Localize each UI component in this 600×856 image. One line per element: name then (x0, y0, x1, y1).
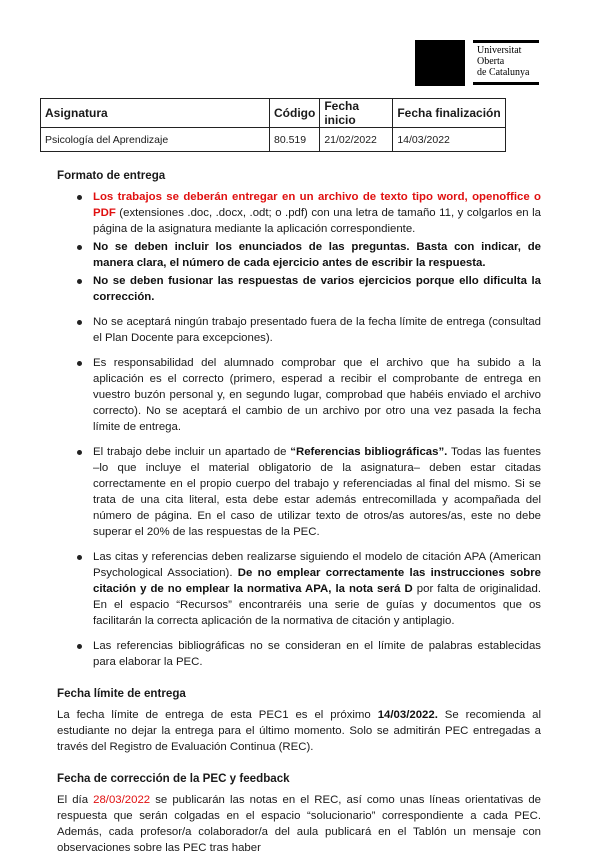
bullet-icon (77, 555, 82, 560)
bullet-icon (77, 320, 82, 325)
emphasis-text: Los trabajos se deberán entregar en un archivo de texto tipo word, openoffice o PDF (93, 191, 541, 219)
cell-asignatura: Psicología del Aprendizaje (41, 128, 270, 152)
bullet-list (57, 189, 541, 670)
emphasis-text: 28/03/2022 (93, 794, 151, 806)
bullet-icon (77, 450, 82, 455)
bullet-item (93, 355, 541, 435)
heading-formato: Formato de entrega (57, 169, 166, 182)
body-text: Es responsabilidad del alumnado comprobar que el archivo que ha subido a la aplicación es el correcto (primero, esperad a recibir el comprobante de entrega en vuestro buzón personal y, en segundo lugar, comprobad que habéis enviado el archivo correcto). No se aceptará el cambio de un archivo por otro una vez pasada la fecha límite de entrega. (93, 357, 541, 433)
bullet-icon (77, 245, 82, 250)
cell-fecha-finalizacion: 14/03/2022 (393, 128, 506, 152)
table-header-row (41, 99, 506, 128)
body-text: (extensiones .doc, .docx, .odt; o .pdf) con una letra de tamaño 11, y colgarlos en la página de la asignatura mediante la aplicación correspondiente. (93, 207, 541, 235)
emphasis-text: De no emplear correctamente las instrucciones sobre citación y de no emplear la normativa APA, la nota será D (93, 567, 541, 595)
logo-line-1: Universitat (477, 45, 522, 56)
header-fecha-inicio: Fecha inicio (320, 99, 393, 128)
body-text: Todas las fuentes –lo que incluye el material obligatorio de la asignatura– deben estar citadas correctamente en el propio cuerpo del trabajo y referenciadas al final del mismo. Si se trata de una cita literal, esta debe estar además entrecomillada y acompañada del número de página. En el caso de utilizar texto de otros/as autores/as, este no debe superar el 20% de las respuestas de la PEC. (93, 446, 541, 538)
header-codigo: Código (270, 99, 320, 128)
bullet-item (93, 638, 541, 670)
bullet-icon (77, 195, 82, 200)
bullet-item (93, 189, 541, 237)
emphasis-text: “Referencias bibliográficas”. (290, 446, 448, 458)
bullet-item (93, 314, 541, 346)
heading-fecha-limite: Fecha límite de entrega (57, 687, 186, 700)
bullet-icon (77, 361, 82, 366)
body-text: No se aceptará ningún trabajo presentado fuera de la fecha límite de entrega (consultad el Plan Docente para excepciones). (93, 316, 541, 344)
bullet-item (93, 273, 541, 305)
header-asignatura: Asignatura (41, 99, 270, 128)
body-text: se publicarán las notas en el REC, así como unas líneas orientativas de respuesta que serán colgadas en el espacio “solucionario” correspondiente a cada PEC. Además, cada profesor/a colaborador/a del aula publicará en el Tablón un mensaje con observaciones sobre las PEC tras haber (57, 794, 541, 854)
emphasis-text: No se deben incluir los enunciados de las preguntas. Basta con indicar, de manera clara, el número de cada ejercicio antes de escribir la respuesta. (93, 241, 541, 269)
course-info-table (40, 98, 506, 152)
uoc-logo (415, 40, 540, 86)
emphasis-text: No se deben fusionar las respuestas de varios ejercicios porque ello dificulta la corrección. (93, 275, 541, 303)
bullet-icon (77, 279, 82, 284)
table-row (41, 128, 506, 152)
document-body (57, 168, 541, 856)
cell-codigo: 80.519 (270, 128, 320, 152)
body-text: La fecha límite de entrega de esta PEC1 es el próximo (57, 709, 378, 721)
paragraph-fecha-limite (57, 707, 541, 755)
bullet-item (93, 444, 541, 540)
heading-correccion: Fecha de corrección de la PEC y feedback (57, 772, 290, 785)
logo-line-2: Oberta (477, 56, 505, 67)
logo-rule-top (473, 40, 539, 43)
body-text: El día (57, 794, 94, 806)
logo-rule-bottom (473, 82, 539, 85)
emphasis-text: 14/03/2022. (377, 709, 438, 721)
body-text: Las citas y referencias deben realizarse siguiendo el modelo de citación APA (American Psychological Association). (93, 551, 541, 579)
bullet-item (93, 549, 541, 629)
logo-line-3: de Catalunya (477, 67, 530, 78)
logo-text (477, 45, 529, 78)
bullet-item (93, 239, 541, 271)
header-fecha-finalizacion: Fecha finalización (393, 99, 506, 128)
logo-mark (415, 40, 465, 86)
paragraph-correccion (57, 792, 541, 856)
bullet-icon (77, 644, 82, 649)
body-text: por falta de originalidad. En el espacio “Recursos” encontraréis una serie de guías y documentos que os facilitarán la correcta aplicación de la normativa de citación y antiplagio. (93, 583, 541, 627)
cell-fecha-inicio: 21/02/2022 (320, 128, 393, 152)
body-text: Las referencias bibliográficas no se consideran en el límite de palabras establecidas para elaborar la PEC. (93, 640, 541, 668)
body-text: El trabajo debe incluir un apartado de (93, 446, 291, 458)
body-text: Se recomienda al estudiante no dejar la entrega para el último momento. Solo se admitirán PEC entregadas a través del Registro de Evaluación Continua (REC). (57, 709, 541, 753)
